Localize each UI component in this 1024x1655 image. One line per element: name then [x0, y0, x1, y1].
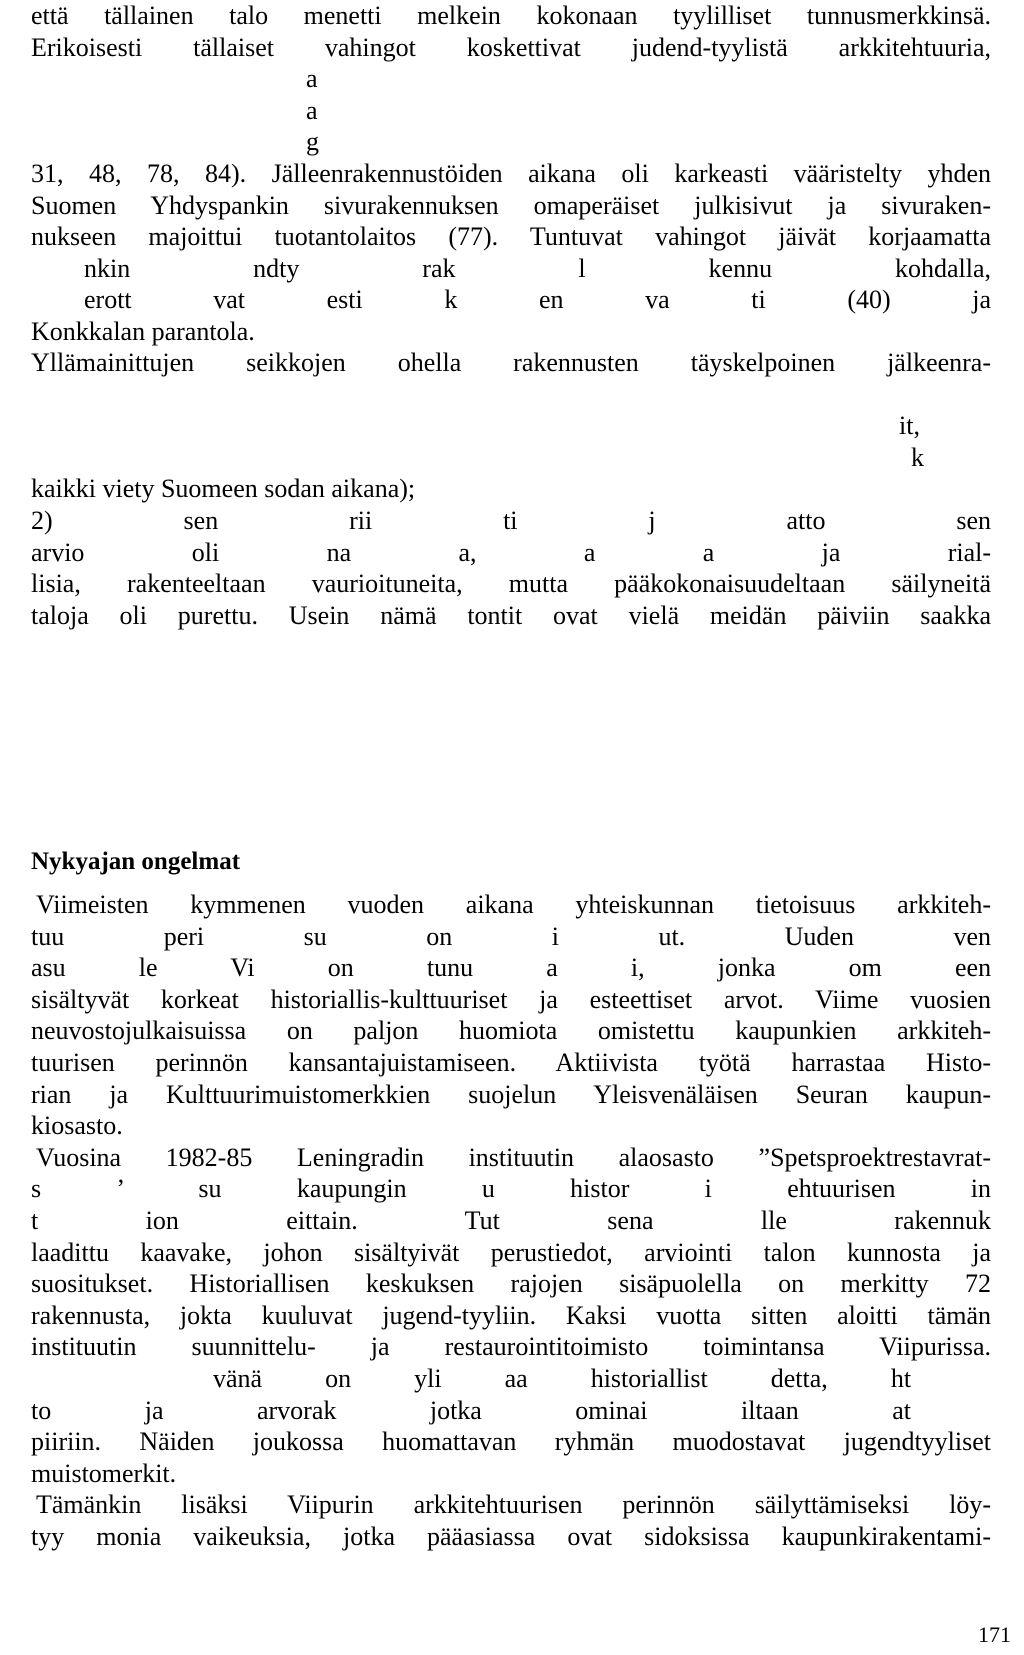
text-line: 31, 48, 78, 84). Jälleenrakennustöiden aikana oli karkeasti vääristelty yhden: [31, 158, 991, 188]
text-line: [31, 379, 991, 411]
text-line-fragmented: [31, 1173, 991, 1205]
text-line-fragmented: [31, 1395, 991, 1427]
text-fragment: eittain. Tut: [286, 1205, 500, 1235]
section-heading: Nykyajan ongelmat: [31, 848, 241, 875]
text-fragment: 2): [31, 505, 53, 535]
text-fragment: aa historiallist: [504, 1363, 708, 1393]
paragraph-2: [31, 347, 991, 631]
text-fragment: a: [583, 537, 596, 567]
text-line: Vuosina 1982-85 Leningradin instituutin alaosasto ”Spetsproektrestavrat-: [36, 1142, 991, 1172]
text-fragment: erott: [84, 285, 132, 315]
text-line: lisia, rakenteeltaan vaurioituneita, mutta pääkokonaisuudeltaan säilyneitä: [31, 569, 991, 599]
text-fragment: rial-: [947, 537, 992, 567]
text-fragment: i: [551, 921, 559, 951]
text-line: it,: [899, 411, 920, 441]
text-fragment: ja arvorak: [144, 1395, 337, 1425]
text-fragment: vat: [213, 285, 246, 315]
text-fragment: a: [546, 953, 558, 983]
text-line: nukseen majoittui tuotantolaitos (77). Tuntuvat vahingot jäivät korjaamatta: [31, 222, 991, 252]
text-line: g: [306, 127, 319, 157]
text-fragment: le Vi: [138, 953, 255, 983]
text-line-fragmented: [31, 537, 991, 569]
text-fragment: on: [327, 953, 354, 983]
text-fragment: i, jonka om: [630, 953, 882, 983]
text-fragment: atto: [786, 505, 826, 535]
text-line: Yllämainittujen seikkojen ohella rakennusten täyskelpoinen jälkeenra-: [31, 348, 991, 377]
text-line: taloja oli purettu. Usein nämä tontit ovat vielä meidän päiviin saakka: [31, 600, 991, 630]
text-fragment: ’ su: [116, 1174, 222, 1204]
text-line: että tällainen talo menetti melkein kokonaan tyylilliset tunnusmerkkinsä.: [31, 1, 991, 30]
text-fragment: l: [578, 253, 586, 283]
text-fragment: iltaan: [741, 1395, 799, 1425]
text-fragment: sena: [607, 1205, 654, 1235]
text-fragment: rii: [349, 505, 373, 535]
page-number: 171: [978, 1622, 1011, 1647]
text-fragment: oli: [191, 537, 220, 567]
text-fragment: jotka ominai: [429, 1395, 648, 1425]
text-line: muistomerkit.: [31, 1458, 177, 1488]
text-line: instituutin suunnittelu- ja restaurointitoimisto toimintansa Viipurissa.: [31, 1332, 991, 1362]
text-fragment: vänä on yli: [213, 1363, 442, 1393]
text-line: k: [911, 442, 924, 472]
text-line: suositukset. Historiallisen keskuksen rajojen sisäpuolella on merkitty 72: [31, 1269, 991, 1299]
text-fragment: na: [326, 537, 352, 567]
text-fragment: nkin: [84, 253, 131, 283]
text-fragment: s: [31, 1174, 42, 1204]
text-fragment: a,: [458, 537, 477, 567]
text-line: Tämänkin lisäksi Viipurin arkkitehtuurisen perinnön säilyttämiseksi löy-: [36, 1490, 991, 1520]
text-fragment: at: [892, 1395, 912, 1425]
text-fragment: kohdalla,: [894, 253, 992, 283]
text-fragment: peri: [163, 921, 205, 951]
text-fragment: kaupungin: [296, 1174, 407, 1204]
text-fragment: arvio: [31, 537, 85, 567]
text-line: a: [306, 95, 318, 125]
text-fragment: ndty: [253, 253, 300, 283]
text-fragment: k: [444, 285, 458, 315]
text-line: Konkkalan parantola.: [31, 316, 255, 346]
text-fragment: ti: [503, 505, 518, 535]
text-fragment: histor: [570, 1174, 630, 1204]
text-fragment: a ja: [702, 537, 841, 567]
text-line: a: [306, 64, 318, 94]
text-fragment: ehtuurisen in: [787, 1174, 991, 1204]
paragraph-3: [31, 889, 991, 1552]
text-line-fragmented: [31, 952, 991, 984]
text-line: rakennusta, jokta kuuluvat jugend-tyyliin. Kaksi vuotta sitten aloitti tämän: [31, 1300, 991, 1330]
text-fragment: ut. Uuden: [658, 921, 854, 951]
text-line: kaikki viety Suomeen sodan aikana);: [31, 474, 416, 504]
text-fragment: kennu: [708, 253, 773, 283]
text-fragment: ht: [890, 1363, 912, 1393]
text-fragment: lle rakennuk: [760, 1205, 992, 1235]
text-fragment: i: [704, 1174, 712, 1204]
text-fragment: su: [303, 921, 327, 951]
text-fragment: sen: [183, 505, 219, 535]
text-line: piiriin. Näiden joukossa huomattavan ryhmän muodostavat jugendtyyliset: [31, 1427, 991, 1457]
text-line: sisältyvät korkeat historiallis-kulttuuriset ja esteettiset arvot. Viime vuosien: [31, 984, 991, 1014]
text-fragment: tuu: [31, 921, 65, 951]
text-line: tuurisen perinnön kansantajuistamiseen. Aktiivista työtä harrastaa Histo-: [31, 1047, 991, 1077]
paragraph-1: [31, 0, 991, 348]
text-fragment: u: [481, 1174, 495, 1204]
text-fragment: ven: [953, 921, 991, 951]
text-line-fragmented: [31, 1205, 991, 1237]
text-line-fragmented: [31, 284, 991, 316]
text-line-fragmented: [31, 253, 991, 285]
text-line: tyy monia vaikeuksia, jotka pääasiassa ovat sidoksissa kaupunkirakentami-: [31, 1521, 991, 1551]
text-line-fragmented: [31, 505, 991, 537]
text-fragment: tunu: [426, 953, 474, 983]
text-fragment: en va: [538, 285, 670, 315]
text-fragment: esti: [326, 285, 363, 315]
text-line: Suomen Yhdyspankin sivurakennuksen omaperäiset julkisivut ja sivuraken-: [31, 190, 991, 220]
text-fragment: sen: [956, 505, 992, 535]
text-line: rian ja Kulttuurimuistomerkkien suojelun Yleisvenäläisen Seuran kaupun-: [31, 1079, 991, 1109]
text-line: laadittu kaavake, johon sisältyivät perustiedot, arviointi talon kunnosta ja: [31, 1237, 991, 1267]
text-line: kiosasto.: [31, 1111, 123, 1141]
text-line: Erikoisesti tällaiset vahingot koskettivat judend-tyylistä arkkitehtuuria,: [31, 32, 991, 62]
text-fragment: t: [31, 1205, 39, 1235]
text-fragment: to: [31, 1395, 52, 1425]
text-fragment: j: [648, 505, 656, 535]
text-fragment: een: [954, 953, 992, 983]
text-line-fragmented: [31, 921, 991, 953]
text-fragment: rak: [422, 253, 456, 283]
text-fragment: ti (40) ja: [751, 285, 992, 315]
text-fragment: detta,: [770, 1363, 828, 1393]
text-fragment: ion: [145, 1205, 179, 1235]
text-line: neuvostojulkaisuissa on paljon huomiota omistettu kaupunkien arkkiteh-: [31, 1016, 991, 1046]
text-line-fragmented: [31, 1363, 991, 1395]
text-line: Viimeisten kymmenen vuoden aikana yhteiskunnan tietoisuus arkkiteh-: [36, 890, 991, 919]
text-fragment: on: [426, 921, 453, 951]
text-fragment: asu: [31, 953, 66, 983]
